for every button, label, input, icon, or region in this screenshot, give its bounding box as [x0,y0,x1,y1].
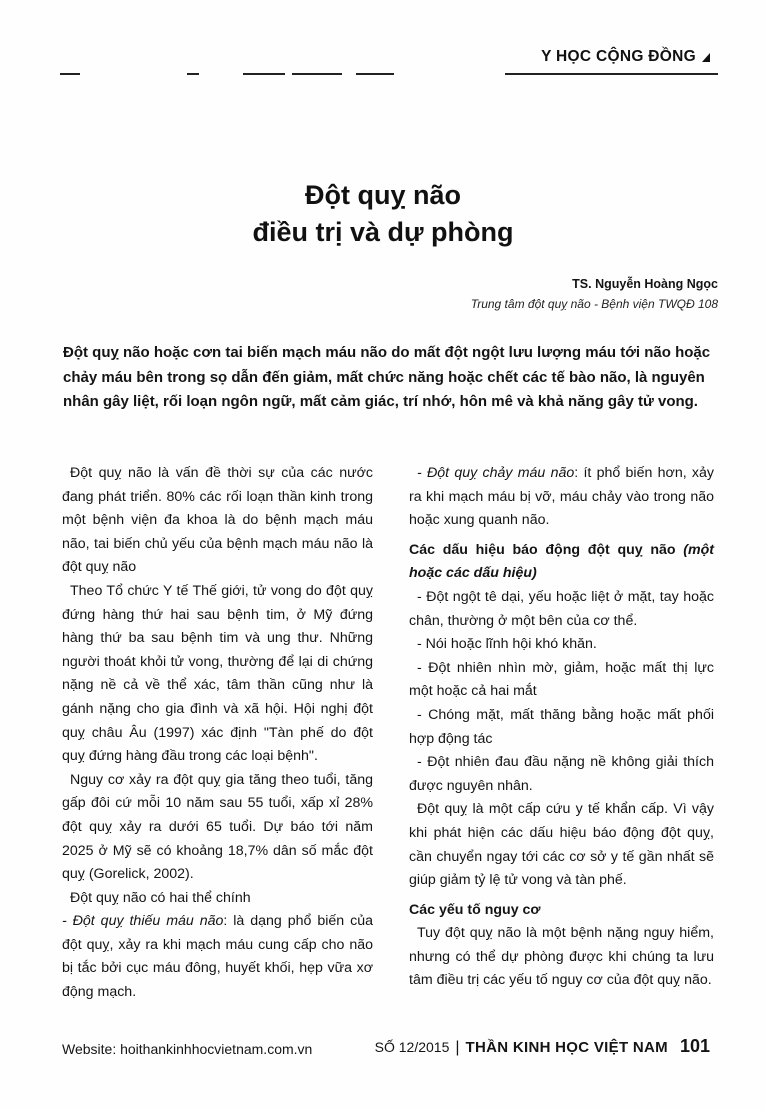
paragraph: Tuy đột quỵ não là một bệnh nặng nguy hiểm, nhưng có thể dự phòng được khi chúng ta lưu tâm điều trị các yếu tố nguy cơ của đột quỵ não. [409,925,714,989]
list-item: - Đột ngột tê dại, yếu hoặc liệt ở mặt, tay hoặc chân, thường ở một bên của cơ thể. [409,588,714,629]
paragraph: Nguy cơ xảy ra đột quỵ gia tăng theo tuổi, tăng gấp đôi cứ mỗi 10 năm sau 55 tuổi, xấp xỉ 28% đột quỵ xảy ra dưới 65 tuổi. Dự báo tới năm 2025 ở Mỹ sẽ có khoảng 18,7% dân số mắc đột quỵ (Gorelick, 2002). [62,771,373,883]
header-dash [60,73,80,75]
footer-issue-info [375,1036,710,1057]
author-affiliation: Trung tâm đột quỵ não - Bệnh viện TWQĐ 108 [470,297,718,311]
article-title-line1: Đột quỵ não [305,180,461,210]
term-ischemic-stroke: - Đột quỵ thiếu máu não [62,913,224,930]
header-dash [292,73,342,75]
term-hemorrhagic-stroke: - Đột quỵ chảy máu não [417,465,575,481]
term-description: : là dạng phổ biến của đột quỵ, xảy ra khi mạch máu cung cấp cho não bị tắc bởi cục máu đông, huyết khối, hẹp vữa xơ động mạch. [62,913,374,1001]
footer-website: Website: hoithankinhhocvietnam.com.vn [62,1041,313,1057]
subheading-risk-factors: Các yếu tố nguy cơ [409,901,541,918]
header-dash [356,73,394,75]
subheading-warning-signs [409,539,714,586]
paragraph: Đột quỵ là một cấp cứu y tế khẩn cấp. Vì vậy khi phát hiện các dấu hiệu báo động đột quỵ, cần chuyển ngay tới các cơ sở y tế gần nhất sẽ giúp giảm tỷ lệ tử vong và tàn phế. [409,801,714,889]
footer-separator: | [455,1039,460,1056]
section-title: Y HỌC CỘNG ĐỒNG [541,48,696,65]
header-rule [505,73,718,75]
list-item: - Chóng mặt, mất thăng bằng hoặc mất phối hợp động tác [409,706,714,747]
page-number: 101 [679,1036,710,1056]
article-title-line2: điều trị và dự phòng [252,217,514,247]
lead-paragraph: Đột quỵ não hoặc cơn tai biến mạch máu não do mất đột ngột lưu lượng máu tới não hoặc chảy máu bên trong sọ dẫn đến giảm, mất chức năng hoặc chết các tế bào não, là nguyên nhân gây liệt, rối loạn ngôn ngữ, mất cảm giác, trí nhớ, hôn mê và khả năng gây tử vong. [63,344,711,410]
author-name: TS. Nguyễn Hoàng Ngọc [572,277,718,291]
section-arrow-icon [702,53,710,62]
header-dash [187,73,199,75]
paragraph [62,910,373,1004]
paragraph [409,462,714,533]
header-dash [243,73,285,75]
paragraph: Đột quỵ não là vấn đề thời sự của các nước đang phát triển. 80% các rối loạn thần kinh trong một bệnh viện đa khoa là do bệnh mạch máu não, tai biến chủ yếu của bệnh mạch máu não là đột quỵ não [62,465,373,576]
issue-number: SỐ 12/2015 [374,1039,450,1055]
list-item: - Đột nhiên đau đầu nặng nề không giải thích được nguyên nhân. [409,754,714,794]
section-label [541,48,710,66]
subheading-main: Các dấu hiệu báo động đột quỵ não [409,541,684,558]
journal-name: THẦN KINH HỌC VIỆT NAM [465,1039,668,1056]
right-column [409,462,714,993]
term-description: : ít phổ biến hơn, xảy ra khi mạch máu bị vỡ, máu chảy vào trong não hoặc xung quanh não. [409,465,714,529]
list-item: - Nói hoặc lĩnh hội khó khăn. [417,636,597,653]
paragraph: Đột quỵ não có hai thể chính [70,889,251,906]
subheading-note: (một hoặc các dấu hiệu) [409,541,714,582]
left-column [62,462,373,1005]
list-item: - Đột nhiên nhìn mờ, giảm, hoặc mất thị lực một hoặc cả hai mắt [409,659,714,700]
paragraph: Theo Tổ chức Y tế Thế giới, tử vong do đột quỵ đứng hàng thứ hai sau bệnh tim, ở Mỹ đứng hàng thứ ba sau bệnh tim và ung thư. Những người thoát khỏi tử vong, thường để lại di chứng nặng nề cả về thể xác, tâm thần cũng như là gánh nặng cho gia đình và xã hội. Hội nghị đột quỵ châu Âu (1997) xác định "Tàn phế do đột quỵ đứng hàng đầu trong các loại bệnh". [62,582,373,765]
